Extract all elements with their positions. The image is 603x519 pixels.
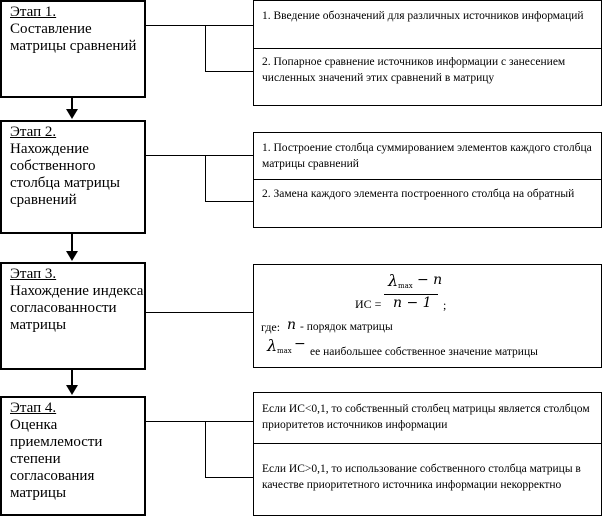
formula-semicolon: ; — [443, 298, 447, 312]
stage-2-item-1: 1. Построение столбца суммированием элементов каждого столбца матрицы сравнений — [262, 142, 592, 170]
stage-4-box — [0, 396, 146, 516]
stage-1-item-1: 1. Введение обозначений для различных источников информаций — [262, 10, 584, 22]
stage-4-item-1: Если ИС<0,1, то собственный столбец матрицы является столбцом приоритетов источников информации — [262, 403, 590, 431]
where-n-symbol: n — [287, 317, 297, 333]
stage-2-details-divider — [254, 179, 601, 180]
stage-4-number: Этап 4. — [10, 400, 57, 416]
formula-ic-label: ИС = — [355, 297, 382, 311]
connector-4-h — [146, 421, 254, 422]
arrow-3-4-head — [66, 385, 78, 395]
where-lambda-sub: max — [277, 347, 292, 355]
stage-4-details-divider — [254, 443, 601, 444]
formula-minus-n: − n — [417, 272, 443, 288]
connector-4-v — [205, 421, 206, 478]
arrow-3-4-shaft — [71, 370, 73, 386]
where-lambda-minus: − — [294, 336, 306, 352]
stage-1-item-2: 2. Попарное сравнение источников информации с занесением численных значений этих сравнений в матрицу — [262, 56, 566, 84]
formula-lambda-num-sub: max — [398, 282, 413, 290]
stage-1-box — [0, 0, 146, 98]
stage-3-number: Этап 3. — [10, 266, 57, 282]
where-lambda-symbol: λ — [267, 336, 278, 355]
stage-1-number: Этап 1. — [10, 4, 57, 20]
stage-1-details-divider — [254, 48, 601, 49]
stage-1-title: Составление матрицы сравнений — [10, 21, 137, 54]
stage-2-title: Нахождение собственного столбца матрицы сравнений — [10, 141, 120, 208]
connector-2-h2 — [205, 201, 254, 202]
where-label: где: — [261, 320, 281, 334]
connector-1-h — [146, 25, 254, 26]
connector-3-h — [146, 312, 254, 313]
stage-3-title: Нахождение индекса согласованности матрицы — [10, 283, 144, 333]
stage-2-item-2: 2. Замена каждого элемента построенного столбца на обратный — [262, 188, 575, 200]
connector-1-v — [205, 25, 206, 72]
connector-1-h2 — [205, 71, 254, 72]
stage-4-item-2: Если ИС>0,1, то использование собственного столбца матрицы в качестве приоритетного источника информации некорректно — [262, 463, 581, 491]
connector-2-v — [205, 155, 206, 202]
stage-3-box — [0, 262, 146, 370]
stage-2-box — [0, 120, 146, 234]
stage-4-title: Оценка приемлемости степени согласования матрицы — [10, 417, 103, 501]
where-lambda-description: ее наибольшее собственное значение матрицы — [310, 346, 538, 358]
connector-2-h — [146, 155, 254, 156]
formula-denominator: n − 1 — [393, 295, 432, 311]
connector-4-h2 — [205, 477, 254, 478]
arrow-1-2-head — [66, 109, 78, 119]
stage-2-number: Этап 2. — [10, 124, 57, 140]
arrow-2-3-shaft — [71, 234, 73, 252]
formula-lambda-num: λ — [388, 271, 399, 290]
where-n-description: - порядок матрицы — [300, 321, 393, 333]
arrow-2-3-head — [66, 251, 78, 261]
